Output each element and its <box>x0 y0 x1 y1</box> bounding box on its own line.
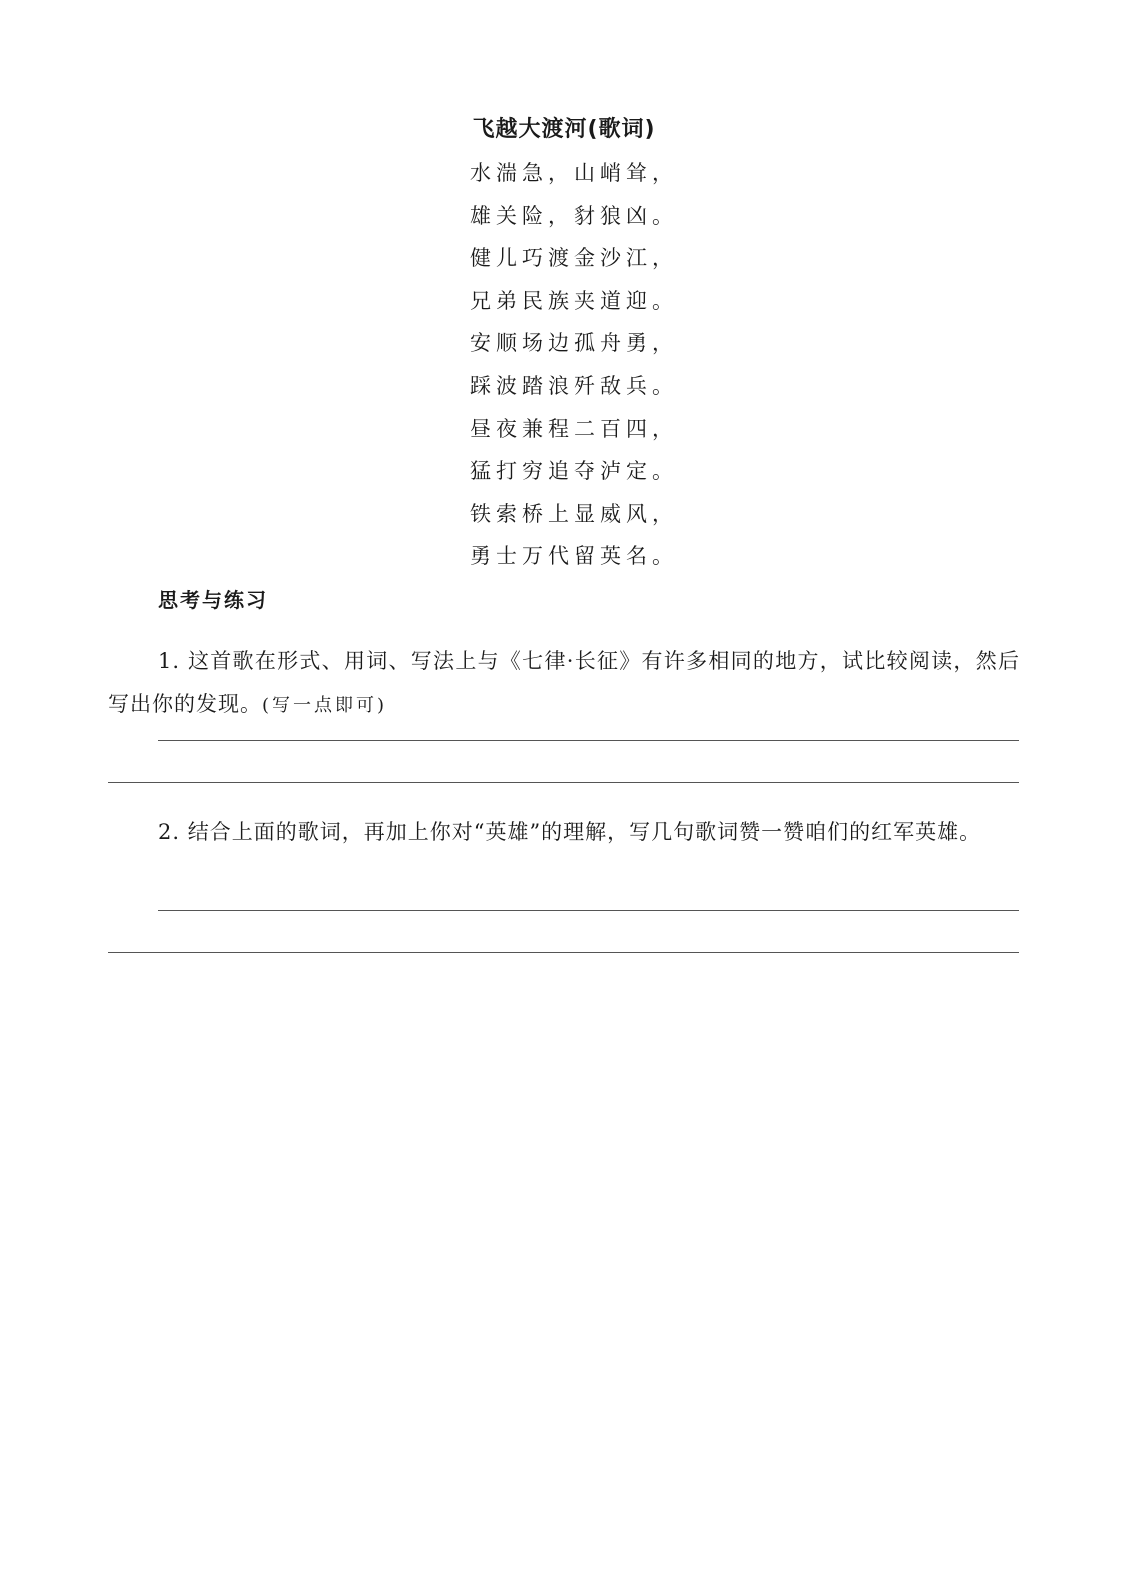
poem-lyrics <box>470 152 730 578</box>
poem-line: 雄关险，豺狼凶。 <box>470 203 678 228</box>
question-2 <box>108 811 1020 854</box>
answer-line-q1-1[interactable] <box>158 740 1019 741</box>
poem-line: 勇士万代留英名。 <box>470 544 678 569</box>
question-1 <box>108 640 1020 727</box>
answer-line-q2-1[interactable] <box>158 910 1019 911</box>
poem-line: 健儿巧渡金沙江， <box>470 246 678 271</box>
poem-title: 飞越大渡河(歌词) <box>472 117 656 142</box>
poem-line: 踩波踏浪歼敌兵。 <box>470 373 678 398</box>
poem-line: 猛打穷追夺泸定。 <box>470 459 678 484</box>
poem-line: 兄弟民族夹道迎。 <box>470 288 678 313</box>
question-2-text: 2. 结合上面的歌词，再加上你对“英雄”的理解，写几句歌词赞一赞咱们的红军英雄。 <box>158 820 982 844</box>
poem-line: 昼夜兼程二百四， <box>470 416 678 441</box>
answer-line-q2-2[interactable] <box>108 952 1019 953</box>
poem-line: 铁索桥上显威风， <box>470 501 678 526</box>
question-1-text: 1. 这首歌在形式、用词、写法上与《七律·长征》有许多相同的地方，试比较阅读，然后写出你的发现。 <box>108 649 1020 716</box>
poem-line: 安顺场边孤舟勇， <box>470 331 678 356</box>
exercise-heading: 思考与练习 <box>158 588 268 612</box>
poem-line: 水湍急，山峭耸， <box>470 161 678 185</box>
question-1-note: (写一点即可) <box>262 695 388 716</box>
answer-line-q1-2[interactable] <box>108 782 1019 783</box>
